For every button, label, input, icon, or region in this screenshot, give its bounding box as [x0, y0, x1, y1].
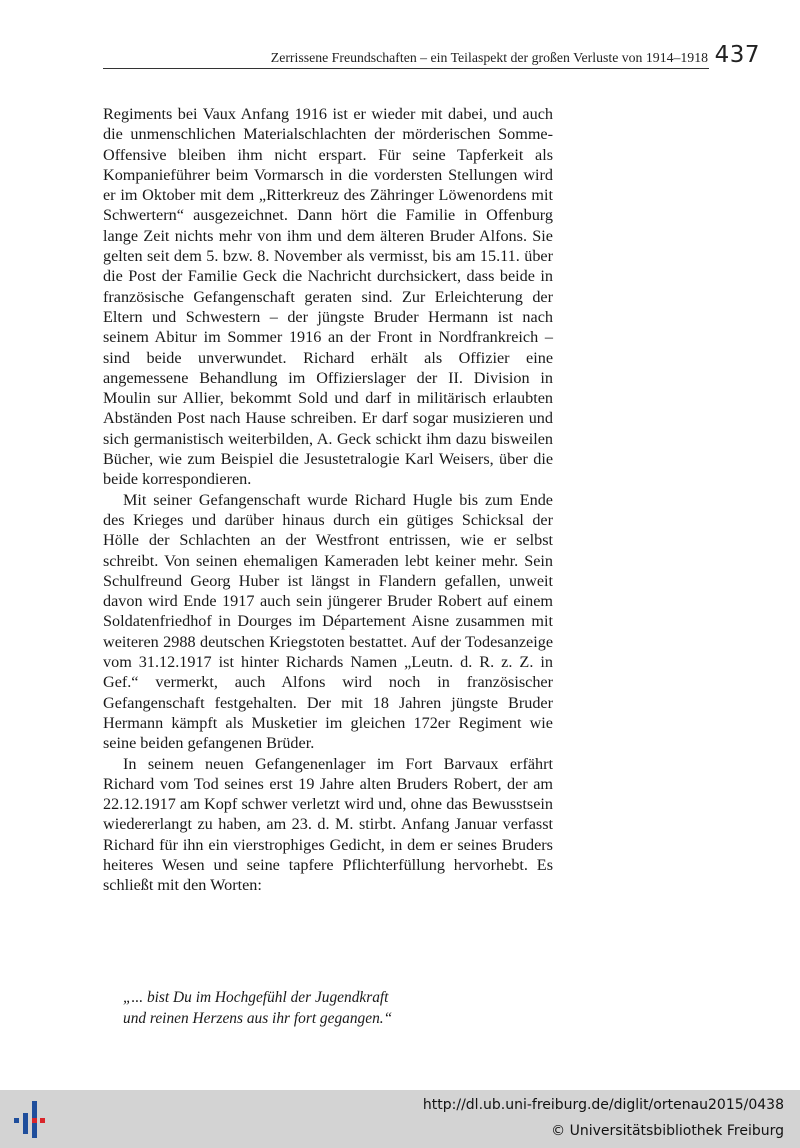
paragraph-2: Mit seiner Gefangenschaft wurde Richard Hugle bis zum Ende des Krieges und darüber hinaus durch ein gütiges Schicksal der Hölle der Schlachten an der Westfront entrissen, wie er selbst schreibt. Von seinen ehemaligen Kameraden lebt keiner mehr. Sein Schulfreund Georg Huber ist längst in Flandern gefallen, unweit davon wird Ende 1917 auch sein jüngerer Bruder Robert auf einem Soldatenfriedhof in Dourges im Département Aisne zusammen mit weiteren 2988 deutschen Kriegstoten bestattet. Auf der Todesanzeige vom 31.12.1917 ist hinter Richards Namen „Leutn. d. R. z. Z. in Gef.“ vermerkt, auch Alfons wird noch in französischer Gefangenschaft festgehalten. Der mit 18 Jahren jüngste Bruder Hermann kämpft als Musketier im gleichen 172er Regiment wie seine beiden gefangenen Brüder. — [103, 490, 553, 753]
running-title: Zerrissene Freundschaften – ein Teilaspekt der großen Verluste von 1914–1918 — [270, 50, 708, 65]
header-rule — [103, 68, 709, 69]
footer-bar — [0, 1090, 800, 1148]
body-text — [103, 104, 553, 896]
running-header — [103, 44, 760, 72]
poem-quote — [123, 988, 553, 1029]
paragraph-3: In seinem neuen Gefangenenlager im Fort Barvaux erfährt Richard vom Tod seines erst 19 Jahre alten Bruders Robert, der am 22.12.1917 am Kopf schwer verletzt wird und, ohne das Bewusstsein wiedererlangt zu haben, am 23. d. M. stirbt. Anfang Januar verfasst Richard für ihn ein vierstrophiges Gedicht, in dem er seines Bruders heiteres Wesen und seine tapfere Pflichterfüllung hervorhebt. Es schließt mit den Worten: — [103, 754, 553, 895]
ub-freiburg-logo-icon — [12, 1098, 52, 1140]
copyright-text: © Universitätsbibliothek Freiburg — [551, 1123, 784, 1139]
paragraph-1: Regiments bei Vaux Anfang 1916 ist er wieder mit dabei, und auch die unmenschlichen Materialschlachten der mörderischen Somme-Offensive bleiben ihm nicht erspart. Für seine Tapferkeit als Kompanieführer beim Vormarsch in die vordersten Stellungen wird er im Oktober mit dem „Ritterkreuz des Zähringer Löwenordens mit Schwertern“ ausgezeichnet. Dann hört die Familie in Offenburg lange Zeit nichts mehr von ihm und dem älteren Bruder Alfons. Sie gelten seit dem 5. bzw. 8. November als vermisst, bis am 15.11. über die Post der Familie Geck die Nachricht durchsickert, dass beide in französische Gefangenschaft geraten sind. Zur Erleichterung der Eltern und Schwestern – der jüngste Bruder Hermann ist nach seinem Abitur im Sommer 1916 an der Front in Nordfrankreich – sind beide unverwundet. Richard erhält als Offizier eine angemessene Behandlung im Offizierslager der II. Division in Moulin sur Allier, bekommt Sold und darf in militärisch erlaubten Abständen Post nach Hause schreiben. Er darf sogar musizieren und sich germanistisch weiterbilden, A. Geck schickt ihm dazu bisweilen Bücher, wie zum Beispiel die Jesustetralogie Karl Weisers, über die beide korrespondieren. — [103, 105, 553, 489]
quote-line-1: „... bist Du im Hochgefühl der Jugendkraft — [123, 989, 389, 1006]
page-number: 437 — [714, 42, 760, 68]
quote-line-2: und reinen Herzens aus ihr fort gegangen.“ — [123, 1009, 393, 1027]
source-url-link[interactable]: http://dl.ub.uni-freiburg.de/diglit/ortenau2015/0438 — [422, 1097, 784, 1113]
